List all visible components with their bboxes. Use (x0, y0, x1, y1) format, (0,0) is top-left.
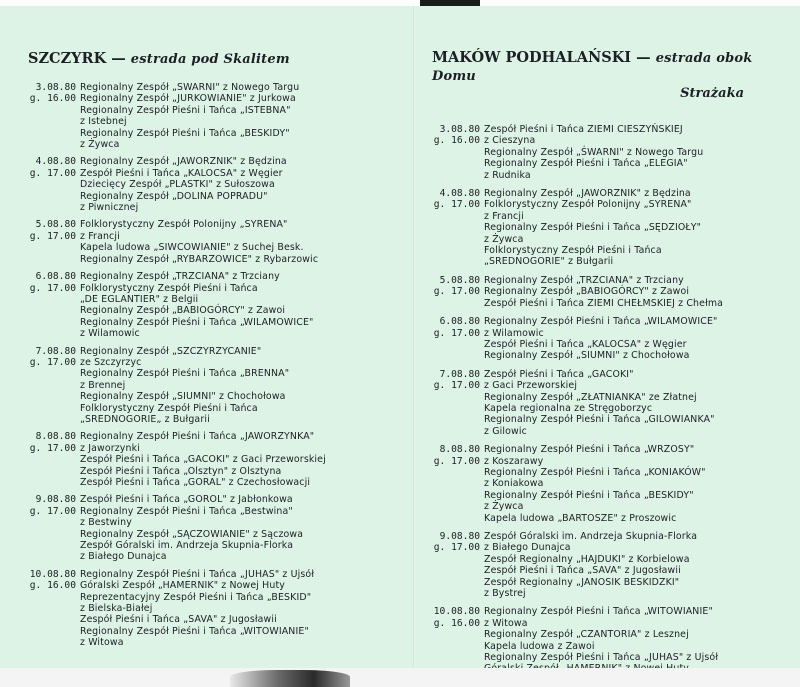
photo-edge-top (420, 0, 480, 6)
ensemble-line: ze Szczyrzyc (80, 356, 142, 368)
right-page-makow (432, 49, 792, 675)
date: 7.08.80 (35, 345, 76, 357)
time: g. 17.00 (29, 230, 76, 242)
ensemble-line: Regionalny Zespół „TRZCIANA" z Trzciany (80, 271, 280, 283)
day-block (432, 606, 792, 674)
time: g. 17.00 (29, 505, 76, 517)
day-block (432, 188, 792, 268)
ensemble-line: Regionalny Zespół „TRZCIANA" z Trzciany (484, 274, 684, 286)
ensemble-line: Regionalny Zespół Pieśni i Tańca „WILAMOWICE" (80, 316, 314, 328)
date-time (28, 219, 80, 265)
left-venue-subtitle: estrada pod Skalitem (130, 52, 290, 67)
ensemble-line: Regionalny Zespół „JAWORZNIK" z Będzina (80, 156, 287, 168)
time: g. 17.00 (29, 282, 76, 294)
time: g. 16.00 (433, 617, 480, 629)
ensemble-line: z Francji (80, 230, 120, 242)
ensemble-line: Zespół Pieśni i Tańca „Olsztyn" z Olsztyna (80, 465, 282, 477)
date: 10.08.80 (29, 568, 76, 580)
ensemble-line: Folklorystyczny Zespół Pieśni i Tańca (80, 282, 258, 294)
ensemble-line: Zespół Pieśni i Tańca ZIEMI CHEŁMSKIEJ z Chełma (484, 297, 724, 309)
time: g. 17.00 (433, 199, 480, 211)
ensemble-line: Regionalny Zespół Pieśni i Tańca „KONIAKÓW" (484, 466, 706, 478)
ensemble-line: Regionalny Zespół „RYBARZOWICE" z Rybarzowic (80, 253, 319, 265)
ensemble-line: Zespół Pieśni i Tańca „KALOCSA" z Węgier (484, 338, 687, 350)
day-block (28, 431, 400, 488)
ensemble-line: Regionalny Zespół „ZŁATNIANKA" ze Złatnej (484, 391, 697, 403)
date-time (432, 444, 484, 524)
day-block (432, 124, 792, 181)
date: 10.08.80 (433, 606, 480, 618)
date: 4.08.80 (35, 156, 76, 168)
left-schedule (28, 82, 400, 649)
ensemble-list (80, 219, 400, 265)
ensemble-line: z Koszarawy (484, 455, 544, 467)
ensemble-line: Regionalny Zespół Pieśni i Tańca „WRZOSY" (484, 444, 695, 456)
date-time (28, 431, 80, 488)
ensemble-line: Regionalny Zespół „JURKOWIANIE" z Jurkowa (80, 93, 296, 105)
date: 6.08.80 (439, 316, 480, 328)
date-time (28, 82, 80, 150)
ensemble-line: z Brennej (80, 379, 126, 391)
ensemble-list (484, 275, 792, 309)
time: g. 17.00 (433, 286, 480, 298)
day-block (432, 531, 792, 599)
date: 3.08.80 (439, 124, 480, 135)
ensemble-list (80, 82, 400, 150)
ensemble-list (484, 124, 792, 181)
ensemble-line: Kapela regionalna ze Stręgoborzyc (484, 402, 653, 414)
ensemble-list (484, 606, 792, 674)
day-block (28, 219, 400, 265)
ensemble-line: Regionalny Zespół Pieśni i Tańca „JUHAS" z Ujsół (484, 652, 719, 664)
ensemble-line: Regionalny Zespół „ŚWARNI" z Nowego Targu (484, 146, 704, 158)
date-time (28, 569, 80, 649)
date: 4.08.80 (439, 188, 480, 200)
photo-edge-bottom (0, 668, 800, 687)
time: g. 17.00 (29, 167, 76, 179)
ensemble-line: Regionalny Zespół „SĄCZOWIANIE" z Sączowa (80, 528, 304, 540)
date: 6.08.80 (35, 271, 76, 283)
ensemble-list (80, 494, 400, 562)
day-block (432, 444, 792, 524)
ensemble-line: Regionalny Zespół Pieśni i Tańca „BESKIDY" (80, 127, 290, 139)
ensemble-line: Regionalny Zespół „SIUMNI" z Chochołowa (80, 391, 286, 403)
right-schedule (432, 124, 792, 675)
ensemble-line: z Wilamowic (484, 327, 544, 339)
ensemble-line: Zespół Pieśni i Tańca „SAVA" z Jugosławii (484, 565, 681, 577)
date-time (432, 275, 484, 309)
ensemble-list (80, 431, 400, 488)
ensemble-line: Regionalny Zespół Pieśni i Tańca „Bestwina" (80, 505, 293, 517)
ensemble-line: Zespół Pieśni i Tańca „GACOKI" z Gaci Przeworskiej (80, 454, 326, 466)
date-time (432, 531, 484, 599)
ensemble-line: Regionalny Zespół Pieśni i Tańca „WITOWIANIE" (484, 606, 713, 618)
ensemble-line: Reprezentacyjny Zespół Pieśni i Tańca „BESKID" (80, 591, 312, 603)
ensemble-line: z Gaci Przeworskiej (484, 380, 578, 392)
date-time (28, 156, 80, 213)
ensemble-line: z Istebnej (80, 116, 127, 128)
ensemble-line: z Białego Dunajca (484, 542, 571, 554)
ensemble-line: Zespół Pieśni i Tańca „SAVA" z Jugosławii (80, 614, 277, 626)
ensemble-list (484, 531, 792, 599)
date: 8.08.80 (35, 431, 76, 443)
ensemble-line: Kapela ludowa z Zawoi (484, 640, 595, 652)
ensemble-line: z Bystrej (484, 588, 526, 600)
ensemble-line: Zespół Pieśni i Tańca „GORAL" z Czechosłowacji (80, 477, 311, 488)
ensemble-line: z Gilowic (484, 425, 527, 437)
date-time (432, 606, 484, 674)
ensemble-line: Regionalny Zespół Pieśni i Tańca „ISTEBNA" (80, 104, 291, 116)
time: g. 16.00 (29, 580, 76, 592)
ensemble-line: Regionalny Zespół Pieśni i Tańca „JAWORZYNKA" (80, 431, 315, 443)
right-venue-subtitle-cont: Strażaka (680, 86, 744, 101)
ensemble-line: Regionalny Zespół Pieśni i Tańca „BESKIDY" (484, 489, 694, 501)
ensemble-line: Regionalny Zespół „BABIOGÓRCY" z Zawoi (484, 286, 690, 298)
ensemble-line: Zespół Góralski im. Andrzeja Skupnia-Florka (80, 540, 294, 552)
ensemble-line: „DE EGLANTIER" z Belgii (80, 293, 199, 305)
page-fold (413, 6, 415, 668)
date: 9.08.80 (35, 494, 76, 506)
ensemble-line: Regionalny Zespół Pieśni i Tańca „WITOWIANIE" (80, 625, 309, 637)
left-page-heading (28, 50, 400, 68)
ensemble-line: Regionalny Zespół Pieśni i Tańca „WILAMOWICE" (484, 316, 718, 328)
time: g. 17.00 (433, 380, 480, 392)
date-time (432, 124, 484, 181)
ensemble-line: Zespół Pieśni i Tańca „KALOCSA" z Węgier (80, 167, 283, 179)
ensemble-list (484, 369, 792, 437)
ensemble-line: Regionalny Zespół Pieśni i Tańca „JUHAS" z Ujsół (80, 568, 315, 580)
ensemble-line: Góralski Zespół „HAMERNIK" z Nowej Huty (80, 580, 285, 592)
time: g. 17.00 (29, 442, 76, 454)
ensemble-line: „SREDNOGORIE" z Bułgarii (484, 256, 614, 268)
ensemble-line: z Witowa (80, 637, 124, 649)
date-time (432, 369, 484, 437)
ensemble-line: Folklorystyczny Zespół Pieśni i Tańca (80, 402, 258, 414)
day-block (432, 275, 792, 309)
ensemble-line: Zespół Pieśni i Tańca „GACOKI" (484, 368, 634, 380)
ensemble-list (484, 188, 792, 268)
ensemble-line: Zespół Regionalny „JANOSIK BESKIDZKI" (484, 576, 680, 588)
ensemble-line: Regionalny Zespół „SIUMNI" z Chochołowa (484, 350, 690, 362)
day-block (432, 369, 792, 437)
ensemble-line: Kapela ludowa „SIWCOWIANIE" z Suchej Besk. (80, 242, 304, 254)
time: g. 17.00 (433, 455, 480, 467)
ensemble-line: Regionalny Zespół Pieśni i Tańca „SĘDZIOŁY" (484, 222, 702, 234)
date-time (28, 346, 80, 426)
date: 8.08.80 (439, 444, 480, 456)
ensemble-line: Regionalny Zespół Pieśni i Tańca „GILOWIANKA" (484, 414, 715, 426)
date: 7.08.80 (439, 368, 480, 380)
time: g. 17.00 (433, 327, 480, 339)
right-venue-subtitle: estrada obok Domu (432, 51, 753, 84)
ensemble-line: Folklorystyczny Zespół Polonijny „SYRENA" (484, 199, 692, 211)
ensemble-line: Regionalny Zespół Pieśni i Tańca „ELEGIA" (484, 158, 688, 170)
date: 9.08.80 (439, 531, 480, 542)
ensemble-line: Regionalny Zespół „JAWORZNIK" z Będzina (484, 188, 691, 200)
time: g. 17.00 (29, 356, 76, 368)
left-venue-title: SZCZYRK — (28, 50, 126, 67)
ensemble-line: z Witowa (484, 617, 528, 629)
date-time (432, 316, 484, 362)
ensemble-line: z Koniakowa (484, 478, 544, 490)
ensemble-line: Zespół Pieśni i Tańca „GOROL" z Jabłonkowa (80, 494, 293, 506)
day-block (28, 156, 400, 213)
ensemble-line: Zespół Regionalny „HAJDUKI" z Korbielowa (484, 553, 690, 565)
ensemble-list (80, 346, 400, 426)
ensemble-line: Zespół Pieśni i Tańca ZIEMI CIESZYŃSKIEJ (484, 124, 683, 135)
date-time (28, 271, 80, 339)
day-block (28, 494, 400, 562)
day-block (28, 346, 400, 426)
date: 5.08.80 (35, 219, 76, 231)
date: 3.08.80 (35, 82, 76, 93)
day-block (28, 271, 400, 339)
ensemble-line: „SREDNOGORIE„ z Bułgarii (80, 413, 210, 425)
right-page-heading (432, 49, 792, 85)
ensemble-line: Regionalny Zespół „CZANTORIA" z Lesznej (484, 629, 689, 641)
ensemble-line: z Żywca (80, 139, 120, 151)
day-block (28, 82, 400, 150)
ensemble-line: z Wilamowic (80, 328, 140, 340)
ensemble-line: z Bielska-Białej (80, 603, 153, 615)
ensemble-line: Kapela ludowa „BARTOSZE" z Proszowic (484, 512, 677, 524)
ensemble-list (484, 444, 792, 524)
ensemble-line: z Żywca (484, 233, 524, 245)
ensemble-line: Folklorystyczny Zespół Polonijny „SYRENA" (80, 219, 288, 231)
ensemble-line: Zespół Góralski im. Andrzeja Skupnia-Florka (484, 531, 698, 542)
right-venue-title: MAKÓW PODHALAŃSKI — (432, 49, 651, 66)
ensemble-line: Dziecięcy Zespół „PLASTKI" z Sułoszowa (80, 179, 275, 191)
ensemble-line: Regionalny Zespół „BABIOGÓRCY" z Zawoi (80, 305, 286, 317)
ensemble-list (484, 316, 792, 362)
time: g. 16.00 (29, 93, 76, 105)
ensemble-line: Regionalny Zespół „SZCZYRZYCANIE" (80, 345, 262, 357)
date-time (28, 494, 80, 562)
ensemble-line: z Bestwiny (80, 517, 132, 529)
ensemble-line: Regionalny Zespół „DOLINA POPRADU" (80, 190, 268, 202)
left-page-szczyrk (28, 50, 400, 649)
program-sheet (0, 6, 800, 668)
ensemble-line: z Białego Dunajca (80, 551, 167, 563)
ensemble-line: z Jaworzynki (80, 442, 140, 454)
time: g. 17.00 (433, 542, 480, 554)
day-block (28, 569, 400, 649)
ensemble-line: Regionalny Zespół Pieśni i Tańca „BRENNA" (80, 368, 290, 380)
ensemble-list (80, 271, 400, 339)
ensemble-line: Regionalny Zespół „SWARNI" z Nowego Targu (80, 82, 300, 93)
ensemble-line: z Żywca (484, 501, 524, 513)
ensemble-list (80, 156, 400, 213)
ensemble-list (80, 569, 400, 649)
day-block (432, 316, 792, 362)
date: 5.08.80 (439, 274, 480, 286)
date-time (432, 188, 484, 268)
ensemble-line: z Francji (484, 210, 524, 222)
ensemble-line: z Piwnicznej (80, 202, 139, 214)
time: g. 16.00 (433, 135, 480, 147)
ensemble-line: z Cieszyna (484, 135, 536, 147)
ensemble-line: Folklorystyczny Zespół Pieśni i Tańca (484, 245, 662, 257)
ensemble-line: z Rudnika (484, 169, 531, 181)
